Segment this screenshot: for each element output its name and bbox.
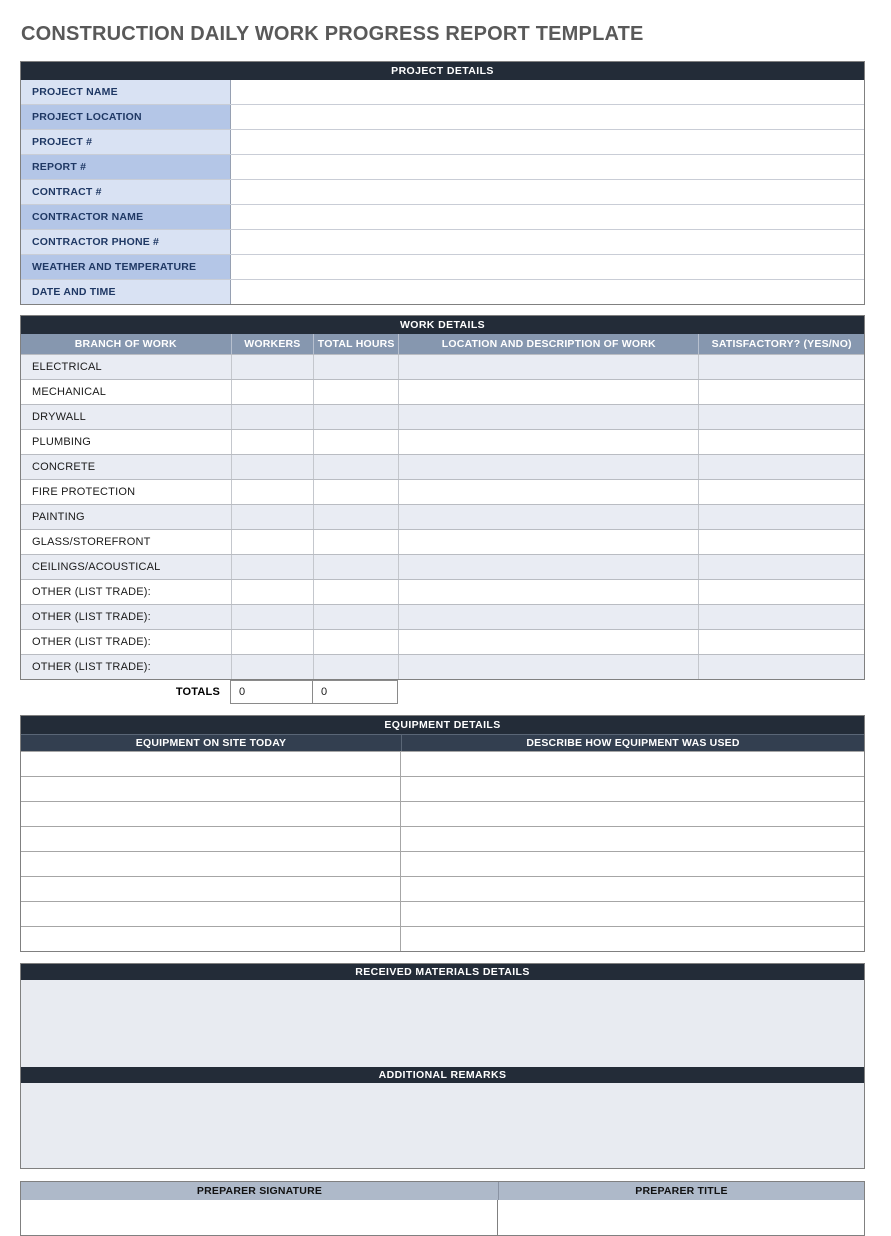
- equipment-row: [21, 826, 864, 851]
- equipment-row: [21, 801, 864, 826]
- work-detail-row: [21, 404, 864, 429]
- column-workers: WORKERS: [231, 334, 314, 354]
- work-detail-row: [21, 654, 864, 679]
- satisfactory-cell[interactable]: [698, 430, 864, 454]
- satisfactory-cell[interactable]: [698, 555, 864, 579]
- equipment-on-site-cell[interactable]: [21, 827, 401, 851]
- project-detail-value-field[interactable]: [231, 180, 864, 204]
- equipment-rows: [21, 751, 864, 951]
- work-detail-row: [21, 454, 864, 479]
- equipment-row: [21, 751, 864, 776]
- project-detail-row: [21, 254, 864, 279]
- equipment-usage-cell[interactable]: [401, 827, 864, 851]
- received-materials-header: RECEIVED MATERIALS DETAILS: [21, 964, 864, 980]
- additional-remarks-header: ADDITIONAL REMARKS: [21, 1067, 864, 1083]
- location-description-cell[interactable]: [398, 355, 698, 379]
- total-hours-cell[interactable]: [313, 655, 398, 679]
- total-hours-cell[interactable]: [313, 430, 398, 454]
- total-hours-cell[interactable]: [313, 455, 398, 479]
- branch-of-work-cell: PLUMBING: [32, 436, 92, 448]
- equipment-row: [21, 876, 864, 901]
- location-description-cell[interactable]: [398, 580, 698, 604]
- preparer-header-row: [21, 1182, 864, 1200]
- satisfactory-cell[interactable]: [698, 580, 864, 604]
- branch-of-work-cell: ELECTRICAL: [32, 361, 102, 373]
- equipment-on-site-cell[interactable]: [21, 902, 401, 926]
- branch-of-work-cell: OTHER (LIST TRADE):: [32, 636, 151, 648]
- branch-of-work-cell: DRYWALL: [32, 411, 86, 423]
- satisfactory-cell[interactable]: [698, 455, 864, 479]
- location-description-cell[interactable]: [398, 480, 698, 504]
- workers-cell[interactable]: [231, 505, 314, 529]
- work-details-rows: [21, 354, 864, 679]
- work-detail-row: [21, 629, 864, 654]
- workers-cell[interactable]: [231, 380, 314, 404]
- project-detail-value-field[interactable]: [231, 130, 864, 154]
- equipment-usage-cell[interactable]: [401, 902, 864, 926]
- workers-cell[interactable]: [231, 580, 314, 604]
- project-detail-row: [21, 204, 864, 229]
- project-detail-label: CONTRACT #: [21, 180, 231, 204]
- equipment-on-site-cell[interactable]: [21, 802, 401, 826]
- satisfactory-cell[interactable]: [698, 505, 864, 529]
- work-details-header: WORK DETAILS: [21, 316, 864, 334]
- equipment-usage-cell[interactable]: [401, 877, 864, 901]
- page-title: CONSTRUCTION DAILY WORK PROGRESS REPORT TEMPLATE: [21, 23, 644, 45]
- project-detail-value-field[interactable]: [231, 255, 864, 279]
- workers-cell[interactable]: [231, 405, 314, 429]
- workers-cell[interactable]: [231, 480, 314, 504]
- column-satisfactory: SATISFACTORY? (YES/NO): [698, 334, 864, 354]
- total-hours-cell[interactable]: [313, 405, 398, 429]
- work-detail-row: [21, 354, 864, 379]
- work-detail-row: [21, 529, 864, 554]
- workers-cell[interactable]: [231, 630, 314, 654]
- equipment-usage-cell[interactable]: [401, 852, 864, 876]
- project-detail-row: [21, 80, 864, 104]
- workers-cell[interactable]: [231, 430, 314, 454]
- equipment-row: [21, 776, 864, 801]
- workers-cell[interactable]: [231, 555, 314, 579]
- project-detail-value-field[interactable]: [231, 230, 864, 254]
- workers-cell[interactable]: [231, 605, 314, 629]
- totals-label: TOTALS: [175, 686, 220, 698]
- project-detail-row: [21, 279, 864, 304]
- preparer-signature-label: PREPARER SIGNATURE: [196, 1185, 323, 1197]
- additional-remarks-field[interactable]: [21, 1083, 864, 1168]
- equipment-on-site-cell[interactable]: [21, 877, 401, 901]
- equipment-details-table: [20, 715, 865, 952]
- equipment-usage-cell[interactable]: [401, 777, 864, 801]
- equipment-on-site-cell[interactable]: [21, 852, 401, 876]
- branch-of-work-cell: FIRE PROTECTION: [32, 486, 136, 498]
- location-description-cell[interactable]: [398, 655, 698, 679]
- branch-of-work-cell: OTHER (LIST TRADE):: [32, 661, 151, 673]
- materials-remarks-table: [20, 963, 865, 1169]
- project-details-table: [20, 61, 865, 305]
- preparer-signature-field[interactable]: [21, 1200, 498, 1235]
- project-details-rows: [21, 80, 864, 304]
- location-description-cell[interactable]: [398, 430, 698, 454]
- project-detail-label: PROJECT NAME: [21, 80, 231, 104]
- location-description-cell[interactable]: [398, 455, 698, 479]
- work-detail-row: [21, 429, 864, 454]
- satisfactory-cell[interactable]: [698, 605, 864, 629]
- project-detail-row: [21, 229, 864, 254]
- work-detail-row: [21, 604, 864, 629]
- workers-cell[interactable]: [231, 455, 314, 479]
- total-hours-cell[interactable]: [313, 530, 398, 554]
- project-detail-row: [21, 104, 864, 129]
- received-materials-field[interactable]: [21, 980, 864, 1067]
- work-detail-row: [21, 579, 864, 604]
- project-detail-value-field[interactable]: [231, 155, 864, 179]
- total-hours-cell[interactable]: [313, 380, 398, 404]
- total-hours-cell[interactable]: [313, 580, 398, 604]
- work-details-column-header: [21, 334, 864, 354]
- project-detail-label: PROJECT #: [21, 130, 231, 154]
- branch-of-work-cell: CEILINGS/ACOUSTICAL: [32, 561, 161, 573]
- workers-cell[interactable]: [231, 655, 314, 679]
- location-description-cell[interactable]: [398, 405, 698, 429]
- satisfactory-cell[interactable]: [698, 655, 864, 679]
- preparer-title-label: PREPARER TITLE: [498, 1182, 864, 1200]
- project-detail-value-field[interactable]: [231, 280, 864, 304]
- branch-of-work-cell: PAINTING: [32, 511, 85, 523]
- equipment-usage-cell[interactable]: [401, 927, 864, 951]
- column-location-description: LOCATION AND DESCRIPTION OF WORK: [398, 334, 698, 354]
- equipment-on-site-cell[interactable]: [21, 752, 401, 776]
- satisfactory-cell[interactable]: [698, 530, 864, 554]
- location-description-cell[interactable]: [398, 630, 698, 654]
- preparer-title-field[interactable]: [498, 1200, 864, 1235]
- totals-workers-cell[interactable]: 0: [230, 680, 313, 704]
- project-detail-label: CONTRACTOR NAME: [21, 205, 231, 229]
- project-detail-row: [21, 129, 864, 154]
- project-detail-label: CONTRACTOR PHONE #: [21, 230, 231, 254]
- workers-cell[interactable]: [231, 355, 314, 379]
- project-detail-row: [21, 179, 864, 204]
- equipment-row: [21, 851, 864, 876]
- equipment-row: [21, 926, 864, 951]
- location-description-cell[interactable]: [398, 505, 698, 529]
- project-detail-value-field[interactable]: [231, 80, 864, 104]
- equipment-details-header: EQUIPMENT DETAILS: [21, 716, 864, 734]
- work-detail-row: [21, 554, 864, 579]
- project-detail-row: [21, 154, 864, 179]
- total-hours-cell[interactable]: [313, 505, 398, 529]
- preparer-table: [20, 1181, 865, 1236]
- branch-of-work-cell: OTHER (LIST TRADE):: [32, 586, 151, 598]
- total-hours-cell[interactable]: [313, 480, 398, 504]
- project-detail-label: REPORT #: [21, 155, 231, 179]
- branch-of-work-cell: CONCRETE: [32, 461, 96, 473]
- satisfactory-cell[interactable]: [698, 355, 864, 379]
- satisfactory-cell[interactable]: [698, 380, 864, 404]
- column-equipment-usage: DESCRIBE HOW EQUIPMENT WAS USED: [401, 735, 864, 751]
- satisfactory-cell[interactable]: [698, 630, 864, 654]
- project-detail-label: WEATHER AND TEMPERATURE: [21, 255, 231, 279]
- equipment-row: [21, 901, 864, 926]
- project-detail-label: DATE AND TIME: [21, 280, 231, 304]
- column-equipment-on-site: EQUIPMENT ON SITE TODAY: [135, 737, 287, 749]
- totals-row: [20, 680, 865, 704]
- branch-of-work-cell: OTHER (LIST TRADE):: [32, 611, 151, 623]
- equipment-usage-cell[interactable]: [401, 752, 864, 776]
- branch-of-work-cell: MECHANICAL: [32, 386, 107, 398]
- column-total-hours: TOTAL HOURS: [313, 334, 398, 354]
- totals-total-hours-cell[interactable]: 0: [313, 680, 398, 704]
- project-detail-label: PROJECT LOCATION: [21, 105, 231, 129]
- work-detail-row: [21, 504, 864, 529]
- branch-of-work-cell: GLASS/STOREFRONT: [32, 536, 151, 548]
- equipment-on-site-cell[interactable]: [21, 777, 401, 801]
- work-details-table: [20, 315, 865, 680]
- total-hours-cell[interactable]: [313, 355, 398, 379]
- equipment-column-header: [21, 734, 864, 751]
- project-details-header: PROJECT DETAILS: [21, 62, 864, 80]
- total-hours-cell[interactable]: [313, 605, 398, 629]
- project-detail-value-field[interactable]: [231, 105, 864, 129]
- equipment-usage-cell[interactable]: [401, 802, 864, 826]
- location-description-cell[interactable]: [398, 555, 698, 579]
- satisfactory-cell[interactable]: [698, 405, 864, 429]
- location-description-cell[interactable]: [398, 380, 698, 404]
- workers-cell[interactable]: [231, 530, 314, 554]
- column-branch-of-work: BRANCH OF WORK: [74, 338, 177, 350]
- satisfactory-cell[interactable]: [698, 480, 864, 504]
- work-detail-row: [21, 379, 864, 404]
- preparer-body-row: [21, 1200, 864, 1235]
- total-hours-cell[interactable]: [313, 630, 398, 654]
- project-detail-value-field[interactable]: [231, 205, 864, 229]
- total-hours-cell[interactable]: [313, 555, 398, 579]
- work-detail-row: [21, 479, 864, 504]
- location-description-cell[interactable]: [398, 605, 698, 629]
- equipment-on-site-cell[interactable]: [21, 927, 401, 951]
- location-description-cell[interactable]: [398, 530, 698, 554]
